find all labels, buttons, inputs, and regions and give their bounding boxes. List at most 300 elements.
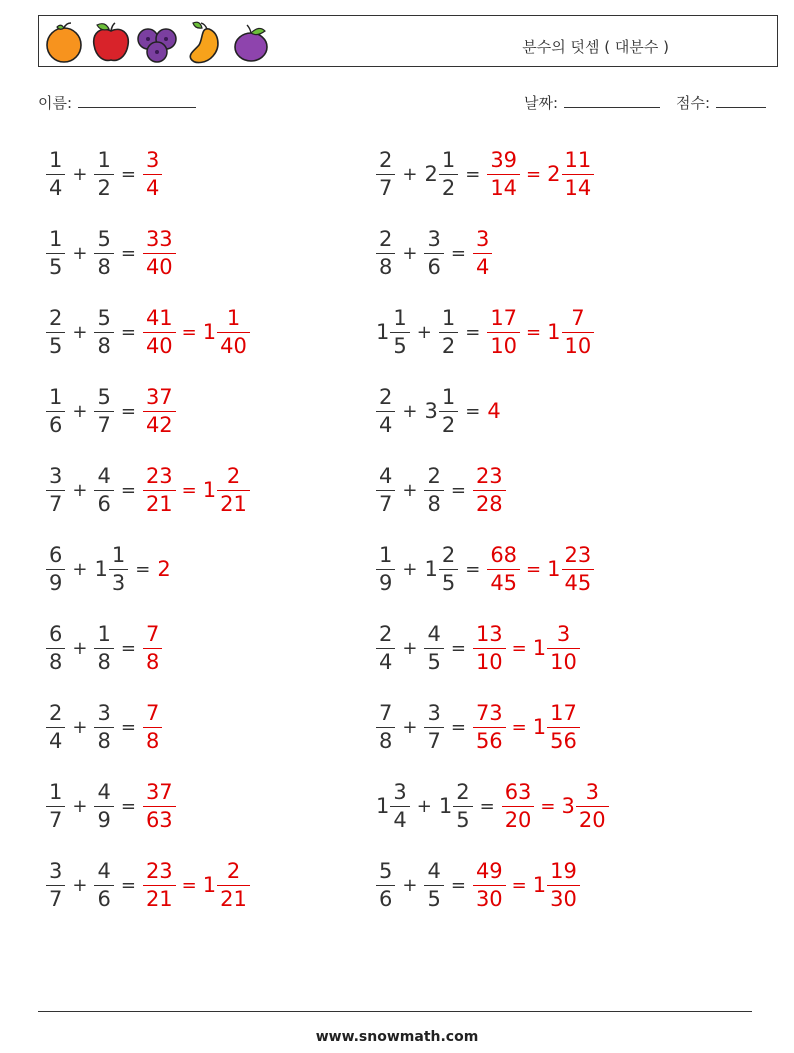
- answer: [143, 621, 162, 674]
- numerator: 7: [145, 700, 160, 725]
- problem-4: [376, 222, 492, 284]
- answer-fraction: [473, 621, 506, 674]
- answer-fraction: [473, 700, 506, 753]
- numerator: 2: [49, 305, 63, 330]
- mixed-whole: 1: [532, 636, 547, 660]
- answer-fraction: [487, 147, 520, 200]
- numerator: 1: [379, 542, 393, 567]
- equals-sign: =: [526, 163, 542, 185]
- denominator: 40: [143, 253, 176, 278]
- mixed-fraction: [576, 779, 609, 832]
- numerator: 19: [550, 858, 577, 883]
- apple-icon: [89, 19, 133, 65]
- blueberries-icon: [135, 19, 179, 65]
- plus-sign: +: [416, 321, 432, 343]
- plus-sign: +: [402, 716, 418, 738]
- addend-fraction: [376, 621, 395, 674]
- mixed-whole: 3: [561, 794, 575, 818]
- numerator: 37: [145, 779, 173, 804]
- addend-fraction: [94, 226, 113, 279]
- addend-fraction: [376, 700, 395, 753]
- numerator: 1: [49, 384, 63, 409]
- answer-fraction: [143, 384, 176, 437]
- answer-fraction: [143, 463, 176, 516]
- denominator: 56: [547, 727, 580, 752]
- mixed-whole: 1: [547, 320, 561, 344]
- problem-15: [46, 696, 162, 758]
- mixed-whole: 1: [547, 557, 561, 581]
- plus-sign: +: [72, 558, 88, 580]
- denominator: 9: [94, 806, 113, 831]
- numerator: 1: [441, 147, 456, 172]
- problem-6: [376, 301, 594, 363]
- numerator: 1: [226, 305, 241, 330]
- mixed-fraction: [547, 621, 580, 674]
- problem-18: [376, 775, 609, 837]
- plus-sign: +: [402, 874, 418, 896]
- denominator: 10: [562, 332, 595, 357]
- plus-sign: +: [402, 242, 418, 264]
- answer-fraction: [143, 226, 176, 279]
- answer: [143, 700, 162, 753]
- equals-sign: =: [465, 321, 481, 343]
- denominator: 8: [94, 648, 113, 673]
- denominator: 2: [94, 174, 113, 199]
- denominator: 10: [547, 648, 580, 673]
- mixed-fraction: [562, 147, 595, 200]
- denominator: 5: [424, 648, 443, 673]
- plus-sign: +: [72, 874, 88, 896]
- plum-icon: [229, 19, 273, 65]
- equals-sign: =: [120, 637, 136, 659]
- answer: [502, 779, 609, 832]
- answer-whole: 2: [157, 557, 171, 581]
- numerator: 3: [427, 700, 441, 725]
- answer-whole: 4: [487, 399, 501, 423]
- addend-fraction: [376, 226, 395, 279]
- answer: [473, 463, 506, 516]
- addend-fraction: [439, 147, 458, 200]
- numerator: 5: [97, 384, 111, 409]
- denominator: 21: [143, 885, 176, 910]
- plus-sign: +: [402, 637, 418, 659]
- addend-fraction: [46, 542, 65, 595]
- mixed-fraction: [547, 700, 580, 753]
- numerator: 7: [145, 621, 160, 646]
- equals-sign: =: [181, 479, 197, 501]
- date-field: [524, 92, 660, 113]
- numerator: 3: [427, 226, 441, 251]
- numerator: 3: [585, 779, 599, 804]
- problem-16: [376, 696, 580, 758]
- answer-fraction: [502, 779, 535, 832]
- numerator: 4: [97, 779, 111, 804]
- numerator: 2: [379, 226, 393, 251]
- numerator: 2: [226, 858, 241, 883]
- numerator: 41: [145, 305, 173, 330]
- denominator: 6: [424, 253, 443, 278]
- equals-sign: =: [526, 558, 542, 580]
- answer-fraction: [143, 305, 176, 358]
- numerator: 3: [475, 226, 490, 251]
- denominator: 10: [473, 648, 506, 673]
- plus-sign: +: [72, 795, 88, 817]
- denominator: 9: [376, 569, 395, 594]
- numerator: 2: [379, 384, 393, 409]
- denominator: 8: [376, 253, 395, 278]
- numerator: 49: [475, 858, 503, 883]
- denominator: 3: [109, 569, 128, 594]
- numerator: 4: [97, 858, 111, 883]
- equals-sign: =: [120, 716, 136, 738]
- addend-fraction: [46, 226, 65, 279]
- addend-fraction: [376, 542, 395, 595]
- denominator: 45: [487, 569, 520, 594]
- addend-fraction: [46, 305, 65, 358]
- addend-fraction: [94, 463, 113, 516]
- denominator: 5: [46, 253, 65, 278]
- addend-fraction: [376, 384, 395, 437]
- numerator: 1: [49, 779, 63, 804]
- addend-fraction: [439, 384, 458, 437]
- plus-sign: +: [402, 479, 418, 501]
- equals-sign: =: [181, 874, 197, 896]
- numerator: 6: [49, 542, 63, 567]
- equals-sign: =: [540, 795, 556, 817]
- denominator: 8: [94, 253, 113, 278]
- equals-sign: =: [465, 163, 481, 185]
- addend-fraction: [94, 858, 113, 911]
- numerator: 17: [490, 305, 518, 330]
- denominator: 4: [143, 174, 162, 199]
- numerator: 2: [226, 463, 241, 488]
- denominator: 7: [376, 490, 395, 515]
- denominator: 8: [46, 648, 65, 673]
- numerator: 23: [145, 463, 173, 488]
- numerator: 3: [145, 147, 160, 172]
- name-field: [38, 92, 196, 113]
- numerator: 4: [379, 463, 393, 488]
- denominator: 2: [439, 411, 458, 436]
- denominator: 9: [46, 569, 65, 594]
- numerator: 3: [393, 779, 407, 804]
- numerator: 1: [441, 384, 456, 409]
- denominator: 7: [46, 490, 65, 515]
- equals-sign: =: [120, 400, 136, 422]
- denominator: 8: [94, 727, 113, 752]
- denominator: 10: [487, 332, 520, 357]
- denominator: 7: [424, 727, 443, 752]
- problem-9: [46, 459, 250, 521]
- mixed-fraction: [562, 542, 595, 595]
- numerator: 1: [111, 542, 126, 567]
- problem-12: [376, 538, 594, 600]
- mixed-fraction: [217, 463, 250, 516]
- mixed-whole: 1: [532, 873, 547, 897]
- problem-2: [376, 143, 594, 205]
- problem-5: [46, 301, 250, 363]
- worksheet-title: 분수의 덧셈 ( 대분수 ): [522, 38, 669, 56]
- mixed-whole: 1: [202, 320, 217, 344]
- addend-fraction: [94, 700, 113, 753]
- plus-sign: +: [72, 400, 88, 422]
- equals-sign: =: [120, 874, 136, 896]
- numerator: 68: [490, 542, 518, 567]
- answer: [143, 779, 176, 832]
- problem-17: [46, 775, 176, 837]
- answer: [473, 621, 580, 674]
- problem-14: [376, 617, 580, 679]
- addend-fraction: [424, 858, 443, 911]
- date-blank[interactable]: [564, 93, 660, 108]
- addend-fraction: [94, 621, 113, 674]
- denominator: 7: [46, 885, 65, 910]
- addend-fraction: [439, 542, 458, 595]
- addend-fraction: [390, 305, 409, 358]
- denominator: 40: [217, 332, 250, 357]
- numerator: 5: [379, 858, 393, 883]
- numerator: 1: [97, 147, 111, 172]
- numerator: 11: [564, 147, 592, 172]
- addend-fraction: [46, 779, 65, 832]
- name-label: 이름:: [38, 94, 73, 112]
- addend-fraction: [376, 463, 395, 516]
- plus-sign: +: [72, 479, 88, 501]
- addend-fraction: [46, 147, 65, 200]
- denominator: 4: [390, 806, 409, 831]
- fruit-banner: [43, 19, 273, 65]
- denominator: 2: [439, 174, 458, 199]
- answer-fraction: [487, 305, 520, 358]
- plus-sign: +: [402, 163, 418, 185]
- footer-website: www.snowmath.com: [315, 1029, 479, 1045]
- denominator: 5: [424, 885, 443, 910]
- addend-fraction: [94, 384, 113, 437]
- plus-sign: +: [72, 321, 88, 343]
- denominator: 42: [143, 411, 176, 436]
- denominator: 8: [376, 727, 395, 752]
- answer: [143, 463, 250, 516]
- numerator: 17: [550, 700, 577, 725]
- denominator: 8: [143, 648, 162, 673]
- score-label: 점수:: [676, 94, 711, 112]
- answer: [487, 542, 594, 595]
- equals-sign: =: [120, 163, 136, 185]
- denominator: 45: [562, 569, 595, 594]
- answer: [157, 557, 170, 581]
- plus-sign: +: [72, 242, 88, 264]
- denominator: 30: [547, 885, 580, 910]
- equals-sign: =: [450, 637, 466, 659]
- mixed-whole: 1: [202, 873, 217, 897]
- addend-fraction: [453, 779, 472, 832]
- numerator: 6: [49, 621, 63, 646]
- numerator: 73: [475, 700, 503, 725]
- problem-19: [46, 854, 250, 916]
- equals-sign: =: [465, 400, 481, 422]
- denominator: 20: [576, 806, 609, 831]
- numerator: 7: [571, 305, 585, 330]
- answer-fraction: [473, 226, 492, 279]
- denominator: 14: [487, 174, 520, 199]
- denominator: 4: [376, 648, 395, 673]
- numerator: 1: [49, 147, 63, 172]
- denominator: 21: [217, 885, 250, 910]
- equals-sign: =: [450, 479, 466, 501]
- equals-sign: =: [450, 716, 466, 738]
- denominator: 4: [473, 253, 492, 278]
- addend-fraction: [94, 305, 113, 358]
- numerator: 33: [145, 226, 173, 251]
- numerator: 1: [441, 305, 456, 330]
- plus-sign: +: [402, 558, 418, 580]
- denominator: 21: [143, 490, 176, 515]
- answer: [143, 858, 250, 911]
- plus-sign: +: [72, 716, 88, 738]
- equals-sign: =: [120, 321, 136, 343]
- answer-fraction: [143, 858, 176, 911]
- addend-fraction: [46, 463, 65, 516]
- denominator: 5: [390, 332, 409, 357]
- denominator: 56: [473, 727, 506, 752]
- addend-fraction: [424, 226, 443, 279]
- denominator: 20: [502, 806, 535, 831]
- addend-fraction: [439, 305, 458, 358]
- denominator: 4: [376, 411, 395, 436]
- footer-divider: [38, 1011, 752, 1012]
- plus-sign: +: [72, 163, 88, 185]
- addend-fraction: [94, 779, 113, 832]
- numerator: 1: [49, 226, 63, 251]
- equals-sign: =: [135, 558, 151, 580]
- mixed-fraction: [217, 305, 250, 358]
- addend-fraction: [424, 700, 443, 753]
- equals-sign: =: [450, 242, 466, 264]
- whole-number: 1: [94, 557, 108, 581]
- name-blank[interactable]: [78, 93, 196, 108]
- numerator: 3: [97, 700, 111, 725]
- denominator: 4: [46, 727, 65, 752]
- mixed-fraction: [217, 858, 250, 911]
- denominator: 8: [94, 332, 113, 357]
- addend-fraction: [46, 384, 65, 437]
- numerator: 1: [393, 305, 407, 330]
- numerator: 2: [427, 463, 441, 488]
- mixed-whole: 2: [547, 162, 561, 186]
- answer: [473, 858, 580, 911]
- answer: [143, 226, 176, 279]
- problem-20: [376, 854, 580, 916]
- equals-sign: =: [120, 479, 136, 501]
- denominator: 28: [473, 490, 506, 515]
- problem-10: [376, 459, 506, 521]
- denominator: 5: [453, 806, 472, 831]
- equals-sign: =: [511, 716, 527, 738]
- plus-sign: +: [416, 795, 432, 817]
- numerator: 2: [441, 542, 456, 567]
- answer: [143, 305, 250, 358]
- numerator: 63: [504, 779, 532, 804]
- numerator: 5: [97, 226, 111, 251]
- date-label: 날짜:: [524, 94, 559, 112]
- plus-sign: +: [72, 637, 88, 659]
- worksheet-header: [38, 15, 778, 67]
- addend-fraction: [46, 700, 65, 753]
- denominator: 30: [473, 885, 506, 910]
- addend-fraction: [109, 542, 128, 595]
- numerator: 5: [97, 305, 111, 330]
- addend-fraction: [46, 858, 65, 911]
- denominator: 7: [46, 806, 65, 831]
- whole-number: 1: [376, 794, 390, 818]
- answer-fraction: [143, 700, 162, 753]
- whole-number: 1: [424, 557, 438, 581]
- answer: [487, 147, 594, 200]
- mango-icon: [183, 19, 227, 65]
- answer-fraction: [473, 858, 506, 911]
- denominator: 2: [439, 332, 458, 357]
- mixed-fraction: [562, 305, 595, 358]
- denominator: 63: [143, 806, 176, 831]
- equals-sign: =: [181, 321, 197, 343]
- answer: [473, 226, 492, 279]
- equals-sign: =: [479, 795, 495, 817]
- numerator: 4: [427, 621, 441, 646]
- numerator: 23: [564, 542, 592, 567]
- numerator: 4: [97, 463, 111, 488]
- plus-sign: +: [402, 400, 418, 422]
- numerator: 7: [379, 700, 393, 725]
- numerator: 2: [456, 779, 470, 804]
- numerator: 3: [49, 463, 63, 488]
- mixed-whole: 1: [532, 715, 547, 739]
- numerator: 2: [379, 621, 393, 646]
- numerator: 37: [145, 384, 173, 409]
- addend-fraction: [424, 463, 443, 516]
- denominator: 5: [439, 569, 458, 594]
- addend-fraction: [424, 621, 443, 674]
- answer: [473, 700, 580, 753]
- numerator: 23: [475, 463, 503, 488]
- score-blank[interactable]: [716, 93, 766, 108]
- answer: [143, 147, 162, 200]
- numerator: 13: [475, 621, 503, 646]
- denominator: 5: [46, 332, 65, 357]
- answer-fraction: [143, 621, 162, 674]
- answer-fraction: [143, 779, 176, 832]
- addend-fraction: [376, 147, 395, 200]
- numerator: 2: [49, 700, 63, 725]
- equals-sign: =: [526, 321, 542, 343]
- equals-sign: =: [120, 795, 136, 817]
- denominator: 7: [94, 411, 113, 436]
- whole-number: 2: [424, 162, 438, 186]
- denominator: 4: [46, 174, 65, 199]
- equals-sign: =: [120, 242, 136, 264]
- mixed-whole: 1: [202, 478, 217, 502]
- numerator: 39: [490, 147, 518, 172]
- denominator: 6: [94, 885, 113, 910]
- denominator: 14: [562, 174, 595, 199]
- numerator: 4: [427, 858, 441, 883]
- problem-7: [46, 380, 176, 442]
- orange-icon: [43, 19, 87, 65]
- denominator: 6: [376, 885, 395, 910]
- problem-11: [46, 538, 171, 600]
- denominator: 7: [376, 174, 395, 199]
- answer: [487, 399, 500, 423]
- addend-fraction: [94, 147, 113, 200]
